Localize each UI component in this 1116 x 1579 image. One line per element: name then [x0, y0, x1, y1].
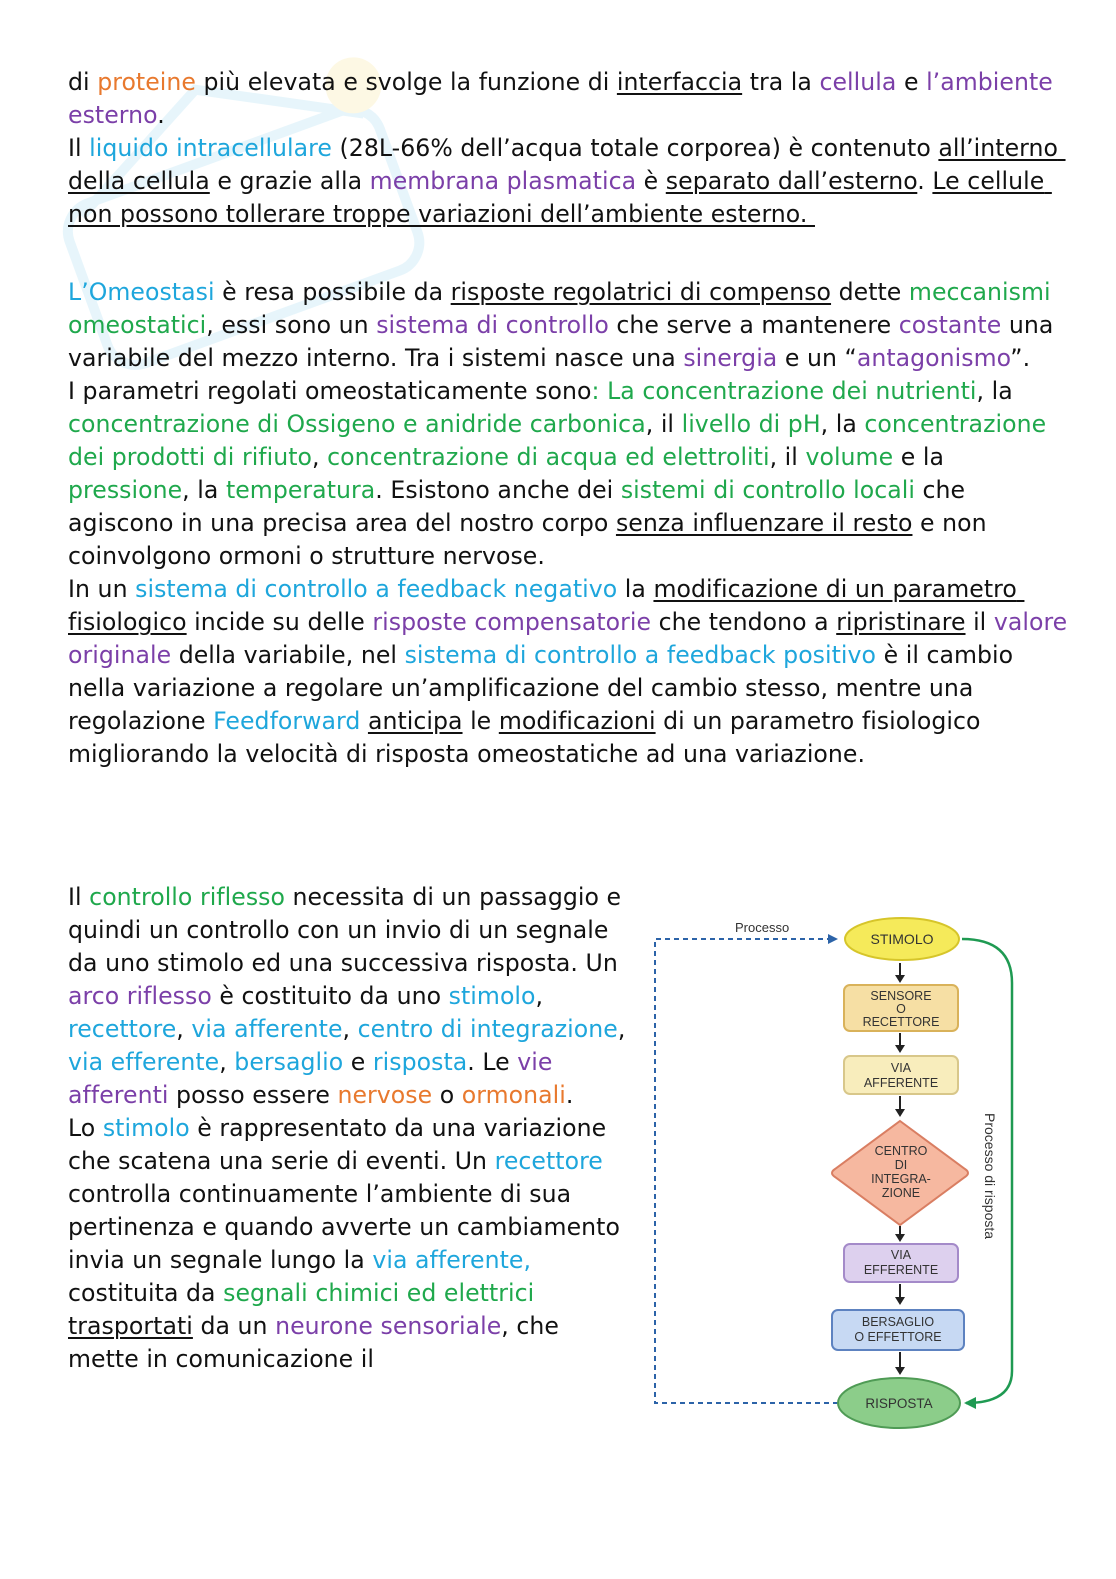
text-run: arco riflesso [68, 982, 212, 1010]
processo-label: Processo [735, 920, 790, 935]
text-run: , la [976, 377, 1021, 405]
text-run: da un [192, 1312, 276, 1340]
text-run: Feedforward [213, 707, 361, 735]
text-run: Le cellule non possono tollerare troppe variazioni dell’ambiente esterno. [68, 167, 1052, 228]
text-run: , il [769, 443, 806, 471]
text-run: temperatura [225, 476, 376, 504]
node-sensore-line1: SENSORE [870, 989, 932, 1003]
paragraph-fluids [68, 66, 1068, 231]
text-run: , [342, 1015, 358, 1043]
text-run: recettore [494, 1147, 603, 1175]
text-run: (28L-66% dell’acqua totale corporea) è contenuto [331, 134, 939, 162]
text-run: valore originale [68, 608, 1075, 669]
text-run: In un [68, 575, 136, 603]
text-run: trasportati [68, 1312, 193, 1340]
node-centro-line2: DI [894, 1158, 908, 1172]
text-run: , essi sono un [206, 311, 377, 339]
text-run: I parametri regolati omeostaticamente sono [68, 377, 592, 405]
text-run: . [917, 167, 933, 195]
node-centro-line1: CENTRO [874, 1144, 928, 1158]
text-run: interfaccia [616, 68, 743, 96]
text-run: cellula [819, 68, 897, 96]
text-run: ripristinare [836, 608, 966, 636]
node-sensore-line2: O [896, 1002, 906, 1016]
text-run: è resa possibile da [214, 278, 451, 306]
text-run: costante [898, 311, 1002, 339]
text-run: centro di integrazione [357, 1015, 618, 1043]
text-run: antagonismo [856, 344, 1011, 372]
text-run: vie afferenti [68, 1048, 561, 1109]
text-run: . [565, 1081, 574, 1109]
text-run: costituita da [68, 1246, 539, 1307]
node-afferente-line2: AFFERENTE [863, 1076, 939, 1090]
text-run: pressione [68, 476, 183, 504]
text-run: : La concentrazione dei nutrienti [591, 377, 977, 405]
text-run: e [343, 1048, 373, 1076]
text-run: risposte compensatorie [372, 608, 652, 636]
text-run: e la [893, 443, 952, 471]
text-run: , che mette in comunicazione il [68, 1312, 567, 1373]
text-run: sistema di controllo a feedback negativo [135, 575, 618, 603]
text-run: liquido intracellulare [89, 134, 332, 162]
text-run: e un “ [777, 344, 857, 372]
text-run: una variabile del mezzo interno. Tra i sistemi nasce una [68, 311, 1061, 372]
paragraph-reflex [68, 881, 633, 1376]
node-bersaglio-line1: BERSAGLIO [861, 1315, 935, 1329]
text-run: neurone sensoriale [275, 1312, 502, 1340]
text-run: che agiscono in una precisa area del nostro corpo [68, 476, 973, 537]
text-run: , [617, 1015, 633, 1043]
text-run: ”. [1010, 344, 1031, 372]
text-run: tra la [742, 68, 820, 96]
node-centro-line3: INTEGRA- [871, 1172, 931, 1186]
text-run: sistema di controllo [376, 311, 609, 339]
text-run: Il [68, 883, 90, 911]
text-run: sinergia [683, 344, 778, 372]
text-run: posso essere [168, 1081, 338, 1109]
text-run: , [176, 1015, 192, 1043]
text-run: recettore [68, 1015, 177, 1043]
text-run: membrana plasmatica [369, 167, 637, 195]
text-run: che serve a mantenere [608, 311, 899, 339]
node-risposta-label: RISPOSTA [865, 1396, 933, 1411]
text-run: bersaglio [234, 1048, 344, 1076]
text-run: è rappresentato da una variazione che scatena una serie di eventi. Un [68, 1114, 614, 1175]
text-run: che tendono a [651, 608, 837, 636]
text-run: all’interno della cellula [68, 134, 1066, 195]
text-run: la [617, 575, 654, 603]
node-afferente-line1: VIA [890, 1061, 912, 1075]
reflex-arc-diagram [640, 903, 1040, 1433]
node-efferente-line2: EFFERENTE [863, 1263, 939, 1277]
text-run: proteine [97, 68, 196, 96]
text-run [360, 707, 368, 735]
text-run: di [68, 68, 98, 96]
text-run [534, 1279, 542, 1307]
text-run: , la [182, 476, 226, 504]
text-run: , la [820, 410, 865, 438]
node-stimolo-label: STIMOLO [870, 931, 934, 947]
text-run: incide su delle [186, 608, 373, 636]
text-run: . Le [467, 1048, 518, 1076]
text-run: volume [805, 443, 894, 471]
text-run: , il [645, 410, 682, 438]
text-run: dette [831, 278, 909, 306]
text-run: è il cambio nella variazione a regolare un’amplificazione del cambio stesso, mentre una regolazione [68, 641, 1021, 735]
text-run: Lo [68, 1114, 103, 1142]
text-run: segnali chimici ed elettrici [223, 1279, 535, 1307]
text-run: è [636, 167, 666, 195]
text-run: o [432, 1081, 462, 1109]
text-run: stimolo [448, 982, 536, 1010]
node-centro-line4: ZIONE [881, 1186, 921, 1200]
text-run: il [965, 608, 994, 636]
text-run: sistemi di controllo locali [620, 476, 915, 504]
text-run: stimolo [102, 1114, 190, 1142]
text-run: e grazie alla [209, 167, 370, 195]
node-efferente-line1: VIA [890, 1248, 912, 1262]
text-run: modificazione di un parametro fisiologico [68, 575, 1025, 636]
text-run: senza influenzare il resto [615, 509, 913, 537]
text-run: e non coinvolgono ormoni o strutture nervose. [68, 509, 995, 570]
text-run: modificazioni [498, 707, 656, 735]
text-run: via efferente [68, 1048, 220, 1076]
text-run: livello di pH [681, 410, 821, 438]
process-dashed-line [655, 939, 838, 1403]
text-run: controllo riflesso [89, 883, 285, 911]
text-run: ormonali [461, 1081, 566, 1109]
paragraph-homeostasis [68, 276, 1075, 771]
text-run: . Esistono anche dei [375, 476, 621, 504]
text-run: separato dall’esterno [665, 167, 918, 195]
text-run: controlla continuamente l’ambiente di sua pertinenza e quando avverte un cambiamento invia un segnale lungo la [68, 1147, 628, 1274]
text-run: concentrazione di Ossigeno e anidride carbonica [68, 410, 646, 438]
text-run: più elevata e svolge la funzione di [195, 68, 617, 96]
text-run: di un parametro fisiologico migliorando la velocità di risposta omeostatiche ad una variazione. [68, 707, 989, 768]
text-run: sistema di controllo a feedback positivo [404, 641, 877, 669]
text-run: . [157, 101, 165, 129]
node-sensore-line3: RECETTORE [862, 1015, 940, 1029]
text-run: via afferente [191, 1015, 343, 1043]
text-run: nervose [337, 1081, 433, 1109]
text-run: le [462, 707, 499, 735]
text-run: , [219, 1048, 235, 1076]
side-label: Processo di risposta [982, 1113, 998, 1240]
text-run: e [896, 68, 927, 96]
text-run: necessita di un passaggio e quindi un controllo con un invio di un segnale da uno stimolo ed una successiva risposta. Un [68, 883, 629, 977]
text-run: , [535, 982, 551, 1010]
text-run: concentrazione di acqua ed elettroliti [327, 443, 770, 471]
text-run: via afferente, [372, 1246, 532, 1274]
text-run: anticipa [367, 707, 463, 735]
text-run: meccanismi omeostatici [68, 278, 1059, 339]
text-run: concentrazione dei prodotti di rifiuto [68, 410, 1054, 471]
text-run: L’Omeostasi [68, 278, 215, 306]
text-run: , [312, 443, 328, 471]
text-run: risposte regolatrici di compenso [450, 278, 832, 306]
text-run: è costituito da uno [211, 982, 449, 1010]
node-bersaglio-line2: O EFFETTORE [854, 1330, 942, 1344]
text-run: della variabile, nel [171, 641, 405, 669]
text-run: l’ambiente esterno [68, 68, 1061, 129]
text-run: risposta [372, 1048, 468, 1076]
text-run: Il [68, 134, 90, 162]
